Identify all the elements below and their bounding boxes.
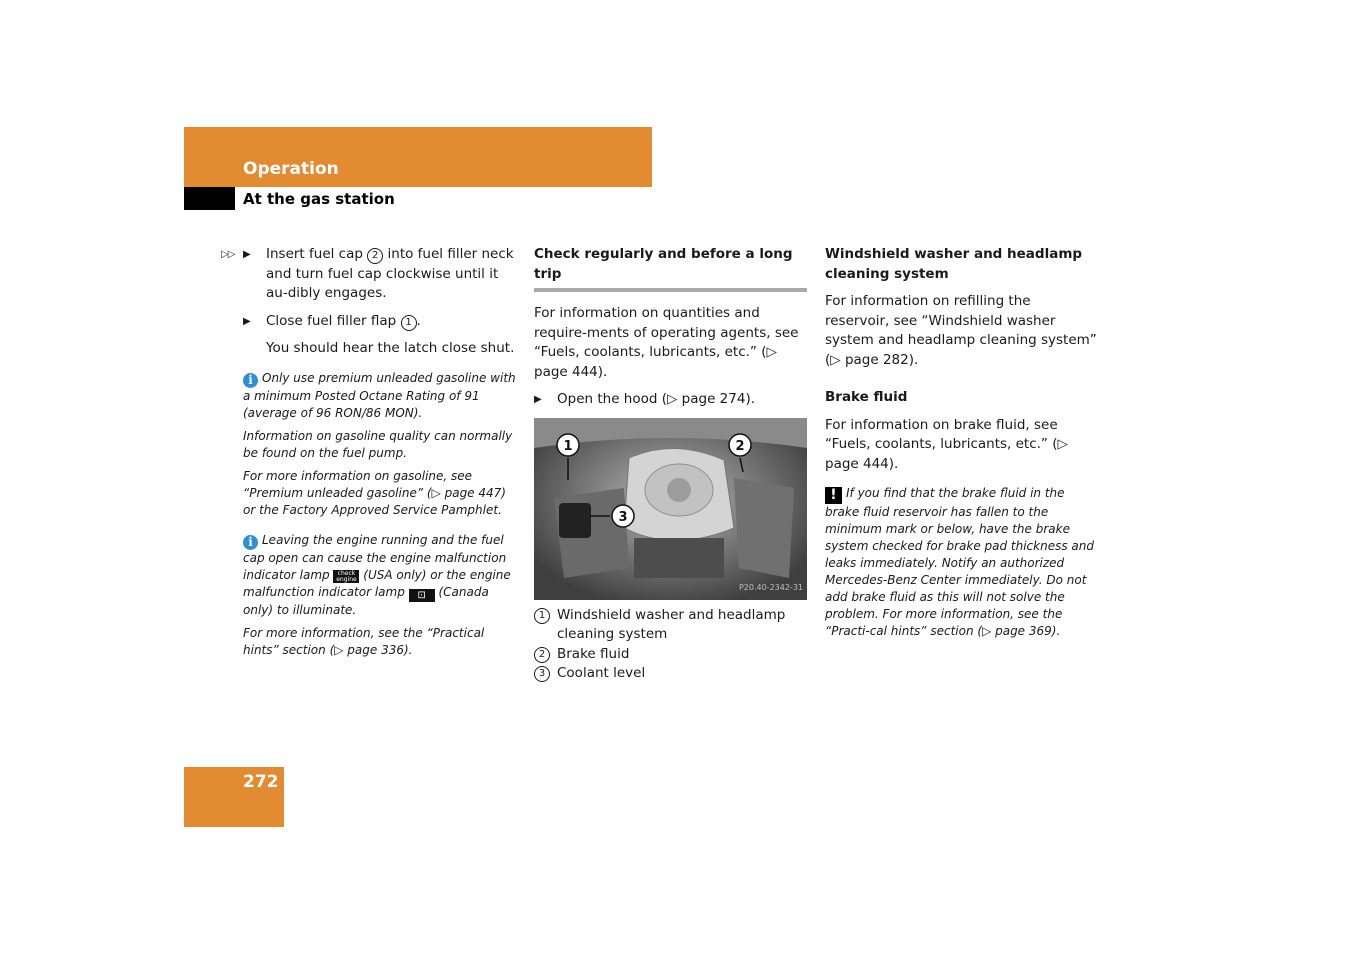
photo-code: P20.40-2342-31	[738, 583, 803, 592]
brake-fluid-warning: ! If you find that the brake fluid in the brake fluid reservoir has fallen to the minimum mark or below, have the brake system checked for brake pad thickness and leaks immediately. Notify an authorized Mercedes-Benz Center immediately. Do not add brake fluid as this will not solve the problem. For more information, see the “Practi-cal hints” section (▷ page 369).	[825, 486, 1094, 638]
callout-number: 1	[401, 315, 417, 331]
subsection-title: At the gas station	[243, 190, 395, 208]
legend-item: 2 Brake fluid	[534, 645, 807, 665]
triangle-bullet-icon: ▶	[534, 394, 542, 405]
continued-marker: ▷▷	[221, 249, 235, 260]
triangle-bullet-icon: ▶	[243, 249, 251, 260]
svg-text:3: 3	[618, 509, 628, 525]
windshield-paragraph: For information on refilling the reservoir, see “Windshield washer system and headlamp cleaning system” (▷ page 282).	[825, 293, 1097, 368]
section-title: Operation	[243, 159, 339, 179]
column-middle	[534, 245, 807, 684]
step-open-hood: ▶ Open the hood (▷ page 274).	[534, 390, 807, 410]
legend-item: 3 Coolant level	[534, 664, 807, 684]
svg-text:1: 1	[563, 438, 573, 454]
info-note-gasoline: i Only use premium unleaded gasoline with a minimum Posted Octane Rating of 91 (average of 96 RON/86 MON). Information on gasoline quality can normally be found on the fuel pump. For more information on gasoline, see “Premium unleaded gasoline” (▷ page 447) or the Factory Approved Service Pamphlet.	[243, 370, 516, 517]
step-insert-fuel-cap: ▷▷ ▶ Insert fuel cap 2 into fuel filler neck and turn fuel cap clockwise until it au-dibly engages.	[221, 246, 514, 301]
heading-check-regularly: Check regularly and before a long trip	[534, 245, 807, 292]
photo-callout-3	[612, 505, 634, 527]
check-engine-lamp-icon: check engine	[333, 570, 359, 583]
exclamation-icon: !	[825, 487, 842, 504]
engine-lamp-icon: ⊡	[409, 589, 435, 602]
photo-callout-1	[557, 434, 579, 456]
heading-brake-fluid: Brake fluid	[825, 389, 908, 405]
brake-fluid-paragraph: For information on brake fluid, see “Fuels, coolants, lubricants, etc.” (▷ page 444).	[825, 416, 1068, 472]
svg-text:2: 2	[735, 438, 745, 454]
legend-item: 1 Windshield washer and headlamp cleaning system	[534, 606, 807, 645]
triangle-bullet-icon: ▶	[243, 315, 251, 327]
engine-bay-illustration	[534, 418, 807, 600]
photo-legend	[534, 606, 807, 684]
info-icon: i	[243, 535, 258, 550]
info-icon: i	[243, 373, 258, 388]
callout-number: 2	[367, 248, 383, 264]
heading-windshield-washer: Windshield washer and headlamp cleaning system	[825, 246, 1083, 282]
header-tab-marker	[184, 187, 235, 210]
page-number: 272	[243, 772, 279, 792]
info-note-engine: i Leaving the engine running and the fuel cap open can cause the engine malfunction indicator lamp check engine (USA only) or the engine malfunction indicator lamp ⊡ (Canada only) to illuminate. For more information, see the “Practical hints” section (▷ page 336).	[243, 532, 511, 657]
column-left	[221, 245, 518, 659]
intro-paragraph: For information on quantities and require-ments of operating agents, see “Fuels, coolants, lubricants, etc.” (▷ page 444).	[534, 305, 799, 380]
column-right	[825, 245, 1097, 640]
photo-callout-2	[729, 434, 751, 456]
step-result: You should hear the latch close shut.	[266, 340, 515, 356]
step-close-flap: ▶ Close fuel filler flap 1 .	[243, 312, 518, 332]
engine-bay-photo	[534, 418, 807, 600]
